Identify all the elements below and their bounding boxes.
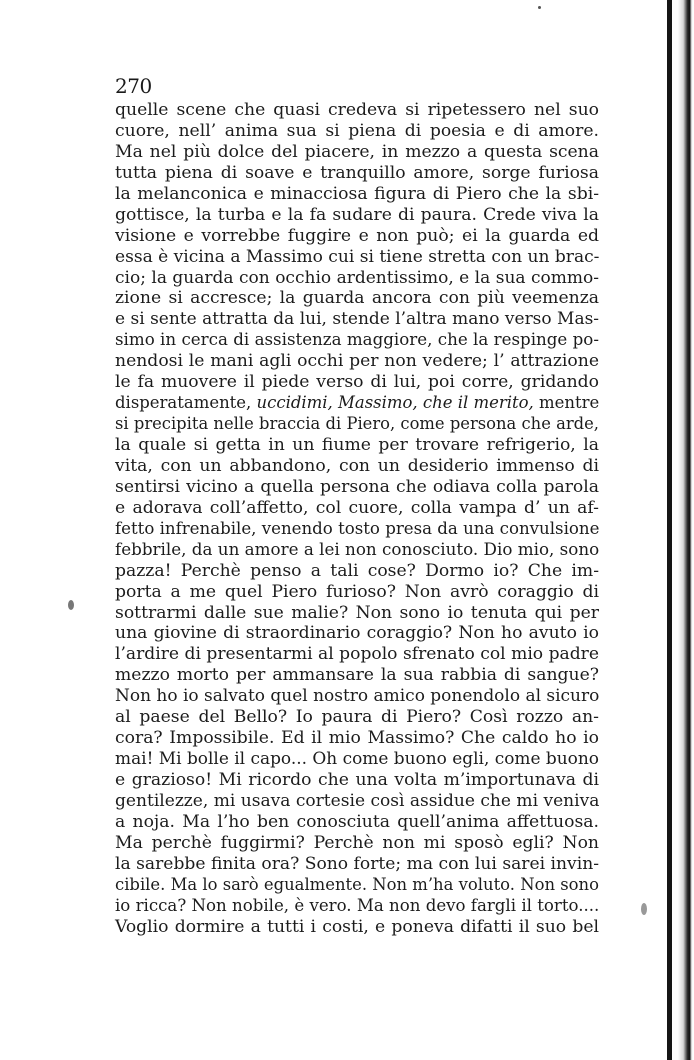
text-line: la sarebbe finita ora? Sono forte; ma con lui sarei invin- — [115, 853, 600, 874]
text-line: l’ardire di presentarmi al popolo sfrenato col mio padre — [115, 644, 600, 665]
text-line: le fa muovere il piede verso di lui, poi corre, gridando — [115, 372, 599, 393]
text-line: mai! Mi bolle il capo... Oh come buono egli, come buono — [115, 749, 599, 770]
text-line: e grazioso! Mi ricordo che una volta m’importunava di — [115, 770, 599, 790]
text-line: cio; la guarda con occhio ardentissimo, e la sua commo- — [115, 267, 600, 288]
text-line: quelle scene che quasi credeva si ripetessero nel suo — [115, 100, 599, 120]
text-line: simo in cerca di assistenza maggiore, che la respinge po- — [115, 330, 599, 351]
text-line: la quale si getta in un fiume per trovare refrigerio, la — [115, 435, 599, 455]
text-line: una giovine di straordinario coraggio? Non ho avuto io — [115, 623, 599, 644]
text-line: gottisce, la turba e la fa sudare di paura. Crede viva la — [115, 204, 599, 225]
text-line: febbrile, da un amore a lei non conosciuto. Dio mio, sono — [115, 539, 600, 560]
line-text-before-italic: disperatamente, — [115, 393, 252, 414]
ink-speck — [538, 6, 541, 9]
text-line: cuore, nell’ anima sua si piena di poesia e di amore. — [115, 120, 599, 141]
text-line: sottrarmi dalle sue malie? Non sono io tenuta qui per — [115, 602, 599, 623]
text-line: e si sente attratta da lui, stende l’altra mano verso Mas- — [115, 309, 600, 330]
text-line: Ma nel più dolce del piacere, in mezzo a questa scena — [115, 141, 599, 162]
text-line: pazza! Perchè penso a tali cose? Dormo io? Che im- — [115, 560, 599, 581]
text-line: a noja. Ma l’ho ben conosciuta quell’anima affettuosa. — [115, 811, 599, 832]
text-line-with-italic — [115, 393, 599, 414]
book-spine-shadow — [658, 0, 694, 1060]
text-line: Ma perchè fuggirmi? Perchè non mi sposò egli? Non — [115, 832, 599, 853]
text-line: io ricca? Non nobile, è vero. Ma non devo fargli il torto.... — [115, 895, 600, 916]
body-text — [115, 100, 599, 938]
italic-quote: uccidimi, Massimo, che il merito, — [256, 393, 534, 414]
text-line: e adorava coll’affetto, col cuore, colla vampa d’ un af- — [115, 497, 599, 518]
text-line: mezzo morto per ammansare la sua rabbia di sangue? — [115, 665, 599, 686]
text-line: vita, con un abbandono, con un desiderio immenso di — [115, 455, 599, 476]
text-line: visione e vorrebbe fuggire e non può; ei la guarda ed — [115, 225, 599, 246]
text-line: Non ho io salvato quel nostro amico ponendolo al sicuro — [115, 686, 600, 707]
text-line: la melanconica e minacciosa figura di Piero che la sbi- — [115, 183, 599, 204]
text-line: zione si accresce; la guarda ancora con più veemenza — [115, 288, 599, 309]
text-line: al paese del Bello? Io paura di Piero? Così rozzo an- — [115, 707, 599, 728]
text-line: sentirsi vicino a quella persona che odiava colla parola — [115, 476, 599, 497]
text-line: essa è vicina a Massimo cui si tiene stretta con un brac- — [115, 246, 600, 267]
text-line: nendosi le mani agli occhi per non vedere; l’ attrazione — [115, 351, 599, 372]
line-text-after-italic: mentre — [539, 393, 600, 414]
text-line: Voglio dormire a tutti i costi, e poneva difatti il suo bel — [115, 916, 599, 937]
text-line: cibile. Ma lo sarò egualmente. Non m’ha voluto. Non sono — [115, 874, 599, 895]
page-number: 270 — [115, 74, 152, 98]
text-line: gentilezze, mi usava cortesie così assidue che mi veniva — [115, 790, 600, 811]
text-line: porta a me quel Piero furioso? Non avrò coraggio di — [115, 581, 599, 602]
text-line: si precipita nelle braccia di Piero, come persona che arde, — [115, 414, 600, 435]
ink-speck — [641, 903, 647, 915]
book-spine-edge — [667, 0, 672, 1060]
text-line: cora? Impossibile. Ed il mio Massimo? Che caldo ho io — [115, 728, 599, 749]
text-line: fetto infrenabile, venendo tosto presa da una convulsione — [115, 518, 600, 539]
text-line: tutta piena di soave e tranquillo amore, sorge furiosa — [115, 162, 599, 183]
ink-speck — [68, 600, 74, 610]
